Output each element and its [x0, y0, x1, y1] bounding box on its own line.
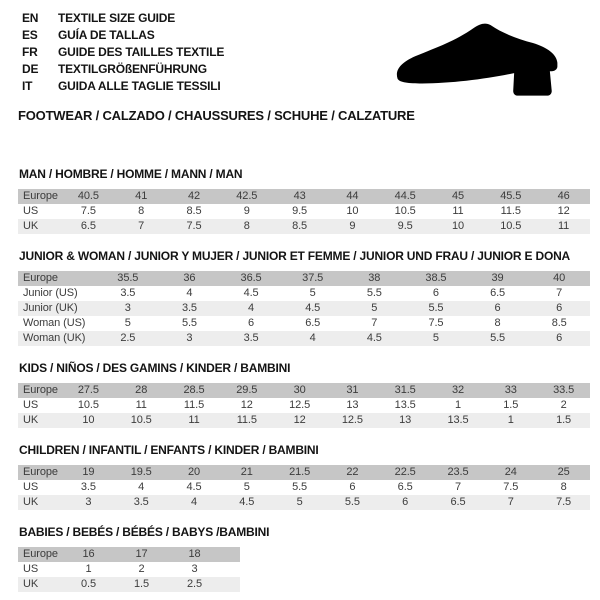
size-cell: 27.5: [62, 383, 115, 398]
size-cell: 6: [220, 316, 282, 331]
language-code: EN: [22, 11, 39, 25]
language-title: GUIDA ALLE TAGLIE TESSILI: [58, 79, 221, 93]
size-cell: 7: [344, 316, 406, 331]
row-label: Europe: [18, 547, 62, 562]
size-cell: 30: [273, 383, 326, 398]
language-title: TEXTILGRÖßENFÜHRUNG: [58, 62, 207, 76]
size-cell: 11.5: [220, 413, 273, 428]
size-cell: 5: [344, 301, 406, 316]
size-cell: 3: [159, 331, 221, 346]
size-cell: 9: [220, 204, 273, 219]
size-cell: 21: [220, 465, 273, 480]
row-label: US: [18, 480, 62, 495]
language-code: DE: [22, 62, 39, 76]
size-cell: 3: [168, 562, 221, 577]
row-label: Woman (US): [18, 316, 97, 331]
table-title: MAN / HOMBRE / HOMME / MANN / MAN: [19, 167, 243, 181]
table-row: [18, 331, 590, 346]
table-row: [18, 480, 590, 495]
size-tables: [18, 168, 590, 600]
size-cell: 5: [220, 480, 273, 495]
row-label: Europe: [18, 189, 62, 204]
language-row: [22, 43, 224, 60]
shoe-icon: [388, 12, 582, 106]
size-cell: 16: [62, 547, 115, 562]
size-cell: 1: [62, 562, 115, 577]
language-row: [22, 77, 224, 94]
size-cell: 18: [168, 547, 221, 562]
size-cell: 6.5: [432, 495, 485, 510]
size-cell: 6: [379, 495, 432, 510]
size-cell: 12: [537, 204, 590, 219]
row-label: US: [18, 398, 62, 413]
size-cell: 4: [220, 301, 282, 316]
size-cell: 33.5: [537, 383, 590, 398]
size-cell: 4.5: [344, 331, 406, 346]
size-cell: 6: [405, 286, 467, 301]
language-code: ES: [22, 28, 38, 42]
table-row: [18, 189, 590, 204]
size-cell: 28: [115, 383, 168, 398]
row-label: Junior (UK): [18, 301, 97, 316]
size-cell: 1.5: [484, 398, 537, 413]
size-cell: 8: [115, 204, 168, 219]
size-cell: 9.5: [379, 219, 432, 234]
size-table: [18, 465, 590, 510]
row-label: US: [18, 204, 62, 219]
row-label: Junior (US): [18, 286, 97, 301]
table-row: [18, 271, 590, 286]
row-label: Europe: [18, 271, 97, 286]
filler-cell: [221, 562, 240, 577]
size-cell: 4: [115, 480, 168, 495]
size-cell: 11: [432, 204, 485, 219]
size-cell: 35.5: [97, 271, 159, 286]
size-cell: 10: [62, 413, 115, 428]
size-cell: 5.5: [159, 316, 221, 331]
size-table-section: [18, 526, 590, 592]
table-row: [18, 577, 240, 592]
size-cell: 1: [484, 413, 537, 428]
size-cell: 6: [326, 480, 379, 495]
table-row: [18, 301, 590, 316]
row-label: UK: [18, 495, 62, 510]
table-row: [18, 547, 240, 562]
size-cell: 28.5: [168, 383, 221, 398]
size-cell: 44.5: [379, 189, 432, 204]
size-cell: 7: [115, 219, 168, 234]
size-cell: 36.5: [220, 271, 282, 286]
size-cell: 46: [537, 189, 590, 204]
size-cell: 6: [528, 301, 590, 316]
language-row: [22, 60, 224, 77]
language-list: [22, 9, 224, 94]
size-cell: 13: [379, 413, 432, 428]
size-cell: 8: [537, 480, 590, 495]
size-cell: 4: [168, 495, 221, 510]
size-cell: 4.5: [168, 480, 221, 495]
size-cell: 4.5: [220, 495, 273, 510]
size-cell: 36: [159, 271, 221, 286]
row-label: US: [18, 562, 62, 577]
size-cell: 31: [326, 383, 379, 398]
size-cell: 19: [62, 465, 115, 480]
table-row: [18, 286, 590, 301]
size-cell: 40: [528, 271, 590, 286]
table-title: BABIES / BEBÉS / BÉBÉS / BABYS /BAMBINI: [19, 525, 270, 539]
size-cell: 11.5: [484, 204, 537, 219]
size-cell: 3.5: [115, 495, 168, 510]
size-cell: 41: [115, 189, 168, 204]
size-cell: 5: [282, 286, 344, 301]
size-cell: 33: [484, 383, 537, 398]
size-cell: 6.5: [282, 316, 344, 331]
size-cell: 39: [467, 271, 529, 286]
language-title: GUIDE DES TAILLES TEXTILE: [58, 45, 225, 59]
language-title: GUÍA DE TALLAS: [58, 28, 155, 42]
size-cell: 7.5: [484, 480, 537, 495]
size-cell: 12: [220, 398, 273, 413]
size-cell: 7: [484, 495, 537, 510]
language-row: [22, 26, 224, 43]
size-cell: 5: [273, 495, 326, 510]
size-cell: 42: [168, 189, 221, 204]
size-cell: 11: [168, 413, 221, 428]
size-cell: 38.5: [405, 271, 467, 286]
size-cell: 11.5: [168, 398, 221, 413]
size-cell: 12.5: [326, 413, 379, 428]
size-cell: 6: [528, 331, 590, 346]
size-cell: 2: [115, 562, 168, 577]
size-cell: 8.5: [528, 316, 590, 331]
row-label: Woman (UK): [18, 331, 97, 346]
size-cell: 3.5: [220, 331, 282, 346]
size-cell: 7.5: [168, 219, 221, 234]
size-cell: 3: [97, 301, 159, 316]
size-cell: 12: [273, 413, 326, 428]
filler-cell: [221, 547, 240, 562]
size-cell: 19.5: [115, 465, 168, 480]
size-cell: 37.5: [282, 271, 344, 286]
size-table-section: [18, 168, 590, 234]
size-cell: 2.5: [168, 577, 221, 592]
language-code: FR: [22, 45, 38, 59]
filler-cell: [221, 577, 240, 592]
size-cell: 10.5: [115, 413, 168, 428]
size-cell: 5: [97, 316, 159, 331]
language-code: IT: [22, 79, 33, 93]
row-label: Europe: [18, 465, 62, 480]
size-table-section: [18, 362, 590, 428]
size-cell: 44: [326, 189, 379, 204]
size-cell: 45: [432, 189, 485, 204]
row-label: UK: [18, 413, 62, 428]
size-cell: 4: [282, 331, 344, 346]
size-cell: 6: [467, 301, 529, 316]
size-cell: 6.5: [379, 480, 432, 495]
size-cell: 7.5: [62, 204, 115, 219]
size-cell: 10: [432, 219, 485, 234]
size-cell: 10: [326, 204, 379, 219]
size-cell: 6.5: [467, 286, 529, 301]
size-cell: 29.5: [220, 383, 273, 398]
table-row: [18, 219, 590, 234]
size-cell: 20: [168, 465, 221, 480]
size-cell: 8: [220, 219, 273, 234]
size-cell: 1: [432, 398, 485, 413]
size-cell: 6.5: [62, 219, 115, 234]
table-row: [18, 413, 590, 428]
size-cell: 43: [273, 189, 326, 204]
table-row: [18, 316, 590, 331]
size-cell: 10.5: [62, 398, 115, 413]
size-cell: 5.5: [467, 331, 529, 346]
size-cell: 4.5: [220, 286, 282, 301]
size-cell: 45.5: [484, 189, 537, 204]
category-title: FOOTWEAR / CALZADO / CHAUSSURES / SCHUHE / CALZATURE: [18, 108, 415, 123]
row-label: Europe: [18, 383, 62, 398]
size-cell: 7: [432, 480, 485, 495]
size-cell: 8.5: [168, 204, 221, 219]
size-cell: 5.5: [405, 301, 467, 316]
size-cell: 5.5: [273, 480, 326, 495]
size-cell: 21.5: [273, 465, 326, 480]
size-cell: 5.5: [326, 495, 379, 510]
size-cell: 4.5: [282, 301, 344, 316]
size-cell: 9: [326, 219, 379, 234]
size-cell: 7.5: [537, 495, 590, 510]
size-cell: 11: [115, 398, 168, 413]
size-table-section: [18, 444, 590, 510]
size-cell: 8.5: [273, 219, 326, 234]
size-table-section: [18, 250, 590, 346]
size-cell: 31.5: [379, 383, 432, 398]
size-cell: 1.5: [537, 413, 590, 428]
size-cell: 22.5: [379, 465, 432, 480]
size-cell: 42.5: [220, 189, 273, 204]
size-cell: 5: [405, 331, 467, 346]
table-row: [18, 398, 590, 413]
size-cell: 3: [62, 495, 115, 510]
size-table: [18, 383, 590, 428]
size-cell: 24: [484, 465, 537, 480]
size-cell: 1.5: [115, 577, 168, 592]
table-title: JUNIOR & WOMAN / JUNIOR Y MUJER / JUNIOR ET FEMME / JUNIOR UND FRAU / JUNIOR E DONA: [19, 249, 571, 263]
size-cell: 5.5: [344, 286, 406, 301]
size-cell: 8: [467, 316, 529, 331]
size-cell: 32: [432, 383, 485, 398]
size-cell: 0.5: [62, 577, 115, 592]
table-row: [18, 383, 590, 398]
size-table: [18, 547, 240, 592]
size-cell: 17: [115, 547, 168, 562]
language-row: [22, 9, 224, 26]
size-cell: 13.5: [379, 398, 432, 413]
row-label: UK: [18, 219, 62, 234]
size-cell: 40.5: [62, 189, 115, 204]
size-cell: 38: [344, 271, 406, 286]
table-row: [18, 465, 590, 480]
size-cell: 13: [326, 398, 379, 413]
size-cell: 13.5: [432, 413, 485, 428]
size-table: [18, 271, 590, 346]
row-label: UK: [18, 577, 62, 592]
table-title: KIDS / NIÑOS / DES GAMINS / KINDER / BAMBINI: [19, 361, 291, 375]
language-title: TEXTILE SIZE GUIDE: [58, 11, 176, 25]
table-title: CHILDREN / INFANTIL / ENFANTS / KINDER / BAMBINI: [19, 443, 319, 457]
size-cell: 11: [537, 219, 590, 234]
size-cell: 3.5: [97, 286, 159, 301]
size-cell: 12.5: [273, 398, 326, 413]
size-table: [18, 189, 590, 234]
size-cell: 4: [159, 286, 221, 301]
size-cell: 10.5: [484, 219, 537, 234]
size-cell: 25: [537, 465, 590, 480]
size-cell: 2: [537, 398, 590, 413]
size-cell: 22: [326, 465, 379, 480]
table-row: [18, 204, 590, 219]
size-cell: 2.5: [97, 331, 159, 346]
size-cell: 23.5: [432, 465, 485, 480]
size-cell: 7.5: [405, 316, 467, 331]
size-cell: 9.5: [273, 204, 326, 219]
size-cell: 3.5: [62, 480, 115, 495]
size-cell: 10.5: [379, 204, 432, 219]
size-cell: 7: [528, 286, 590, 301]
table-row: [18, 495, 590, 510]
table-row: [18, 562, 240, 577]
size-cell: 3.5: [159, 301, 221, 316]
